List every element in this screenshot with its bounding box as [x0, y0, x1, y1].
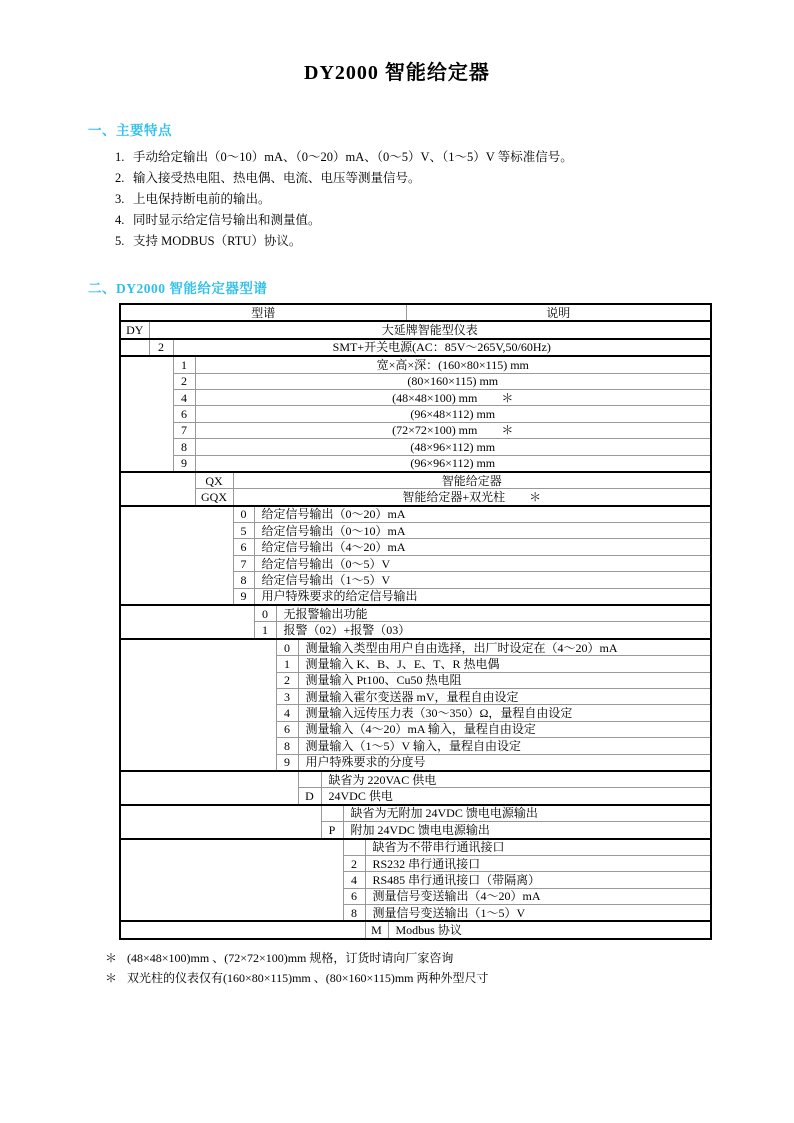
- table-row: [120, 406, 711, 422]
- table-cell-code: 4: [276, 705, 298, 721]
- list-item-text: 支持 MODBUS（RTU）协议。: [133, 234, 302, 248]
- table-row: [120, 605, 711, 622]
- table-cell-code: D: [298, 788, 321, 805]
- table-cell-code: [321, 805, 343, 822]
- table-cell-code: QX: [195, 472, 233, 489]
- header-cell-model: 型谱: [120, 304, 406, 321]
- footnote: [105, 948, 794, 968]
- table-cell-desc: 测量信号变送输出（1～5）V: [365, 905, 711, 922]
- list-item-number: 2.: [115, 171, 125, 185]
- table-cell-desc: 测量信号变送输出（4～20）mA: [365, 888, 711, 904]
- list-item: [115, 168, 794, 189]
- table-cell-spacer: [120, 605, 254, 639]
- table-cell-code: 0: [233, 506, 254, 523]
- table-cell-desc: 智能给定器: [233, 472, 711, 489]
- table-cell-desc: 大延牌智能型仪表: [149, 321, 711, 338]
- spectrum-table: [119, 303, 712, 940]
- table-row: [120, 389, 711, 405]
- table-cell-spacer: [120, 839, 343, 922]
- table-cell-code: 2: [276, 672, 298, 688]
- table-cell-code: 4: [173, 389, 195, 405]
- table-row: [120, 339, 711, 356]
- header-cell-description: 说明: [406, 304, 711, 321]
- table-cell-code: 9: [233, 588, 254, 605]
- table-cell-spacer: [120, 805, 321, 839]
- table-cell-desc: SMT+开关电源(AC：85V～265V,50/60Hz): [173, 339, 711, 356]
- table-cell-spacer: [120, 356, 173, 472]
- table-cell-code: DY: [120, 321, 149, 338]
- table-row: [120, 639, 711, 656]
- list-item: [115, 210, 794, 231]
- table-cell-code: GQX: [195, 489, 233, 506]
- list-item-number: 3.: [115, 192, 125, 206]
- table-cell-code: 3: [276, 688, 298, 704]
- table-cell-desc: 报警（02）+报警（03）: [276, 622, 711, 639]
- table-row: [120, 321, 711, 338]
- table-row: [120, 921, 711, 938]
- table-cell-desc: RS485 串行通讯接口（带隔离）: [365, 872, 711, 888]
- table-cell-code: 0: [276, 639, 298, 656]
- list-item-text: 手动给定输出（0～10）mA、（0～20）mA、（0～5）V、（1～5）V 等标准信号。: [133, 150, 573, 164]
- table-cell-desc: 用户特殊要求的给定信号输出: [254, 588, 711, 605]
- table-cell-desc: 测量输入类型由用户自由选择，出厂时设定在（4～20）mA: [298, 639, 711, 656]
- table-cell-code: M: [365, 921, 388, 938]
- list-item-text: 上电保持断电前的输出。: [133, 192, 271, 206]
- table-row: [120, 771, 711, 788]
- table-cell-desc: 用户特殊要求的分度号: [298, 754, 711, 771]
- list-item-text: 输入接受热电阻、热电偶、电流、电压等测量信号。: [133, 171, 421, 185]
- table-cell-code: 6: [173, 406, 195, 422]
- table-cell-desc: 智能给定器+双光柱 ＊: [233, 489, 711, 506]
- table-row: [120, 805, 711, 822]
- list-item: [115, 147, 794, 168]
- table-cell-desc: 测量输入 K、B、J、E、T、R 热电偶: [298, 656, 711, 672]
- table-cell-code: 9: [173, 455, 195, 472]
- table-cell-code: 1: [254, 622, 276, 639]
- footnotes: [105, 948, 794, 988]
- table-cell-spacer: [120, 921, 365, 938]
- list-item-number: 1.: [115, 150, 125, 164]
- table-cell-code: 2: [173, 373, 195, 389]
- table-cell-code: 2: [149, 339, 173, 356]
- table-cell-desc: (72×72×100) mm ＊: [195, 422, 711, 438]
- table-cell-code: 8: [276, 738, 298, 754]
- table-cell-code: 2: [343, 855, 365, 871]
- table-cell-code: 6: [233, 539, 254, 555]
- table-row: [120, 839, 711, 856]
- table-cell-code: 8: [173, 439, 195, 455]
- table-cell-spacer: [120, 639, 276, 771]
- table-cell-code: 4: [343, 872, 365, 888]
- footnote-text: (48×48×100)mm 、(72×72×100)mm 规格，订货时请向厂家咨询: [127, 950, 454, 965]
- table-header-row: [120, 304, 711, 321]
- list-item: [115, 231, 794, 252]
- table-row: [120, 506, 711, 523]
- table-row: [120, 356, 711, 373]
- table-row: [120, 439, 711, 455]
- footnote: [105, 968, 794, 988]
- table-cell-desc: 附加 24VDC 馈电电源输出: [343, 822, 711, 839]
- table-row: [120, 422, 711, 438]
- section-heading-features: 一、主要特点: [88, 123, 172, 138]
- table-cell-code: 7: [173, 422, 195, 438]
- table-row: [120, 455, 711, 472]
- table-cell-desc: RS232 串行通讯接口: [365, 855, 711, 871]
- table-cell-desc: 给定信号输出（0～5）V: [254, 555, 711, 571]
- section-heading-spectrum: 二、DY2000 智能给定器型谱: [88, 281, 268, 296]
- table-cell-desc: 缺省为无附加 24VDC 馈电电源输出: [343, 805, 711, 822]
- table-cell-code: 1: [276, 656, 298, 672]
- footnote-text: 双光柱的仪表仅有(160×80×115)mm 、(80×160×115)mm 两种外型尺寸: [127, 970, 489, 985]
- table-cell-desc: 测量输入（4～20）mA 输入，量程自由设定: [298, 721, 711, 737]
- table-cell-spacer: [120, 339, 149, 356]
- table-cell-desc: 24VDC 供电: [321, 788, 711, 805]
- table-cell-desc: (80×160×115) mm: [195, 373, 711, 389]
- table-cell-desc: (96×96×112) mm: [195, 455, 711, 472]
- table-cell-desc: 给定信号输出（0～10）mA: [254, 523, 711, 539]
- list-item-number: 4.: [115, 213, 125, 227]
- feature-list: [115, 147, 794, 252]
- table-row: [120, 489, 711, 506]
- table-cell-desc: 宽×高×深：(160×80×115) mm: [195, 356, 711, 373]
- table-cell-spacer: [120, 472, 195, 506]
- table-cell-desc: 缺省为 220VAC 供电: [321, 771, 711, 788]
- table-cell-desc: (48×96×112) mm: [195, 439, 711, 455]
- table-cell-spacer: [120, 506, 233, 605]
- spectrum-table-body: [120, 304, 711, 939]
- table-cell-desc: 给定信号输出（4～20）mA: [254, 539, 711, 555]
- table-cell-code: 9: [276, 754, 298, 771]
- table-cell-code: 1: [173, 356, 195, 373]
- list-item-number: 5.: [115, 234, 125, 248]
- table-cell-desc: 测量输入霍尔变送器 mV，量程自由设定: [298, 688, 711, 704]
- page-title: DY2000 智能给定器: [304, 62, 490, 84]
- table-cell-desc: Modbus 协议: [388, 921, 711, 938]
- table-cell-desc: 给定信号输出（0～20）mA: [254, 506, 711, 523]
- table-cell-code: 0: [254, 605, 276, 622]
- table-cell-desc: (96×48×112) mm: [195, 406, 711, 422]
- table-cell-spacer: [120, 771, 298, 805]
- table-cell-desc: 无报警输出功能: [276, 605, 711, 622]
- table-cell-code: [343, 839, 365, 856]
- list-item: [115, 189, 794, 210]
- table-row: [120, 373, 711, 389]
- table-cell-code: 7: [233, 555, 254, 571]
- table-cell-desc: 测量输入（1～5）V 输入，量程自由设定: [298, 738, 711, 754]
- table-cell-desc: 测量输入远传压力表（30～350）Ω，量程自由设定: [298, 705, 711, 721]
- table-cell-code: 8: [343, 905, 365, 922]
- spectrum-table-wrap: [119, 303, 794, 940]
- table-cell-code: 5: [233, 523, 254, 539]
- table-cell-desc: (48×48×100) mm ＊: [195, 389, 711, 405]
- table-cell-code: 6: [343, 888, 365, 904]
- asterisk-marker: ＊: [105, 970, 118, 985]
- table-cell-desc: 给定信号输出（1～5）V: [254, 572, 711, 588]
- asterisk-marker: ＊: [105, 950, 118, 965]
- table-cell-code: [298, 771, 321, 788]
- table-row: [120, 472, 711, 489]
- table-cell-desc: 缺省为不带串行通讯接口: [365, 839, 711, 856]
- table-cell-desc: 测量输入 Pt100、Cu50 热电阻: [298, 672, 711, 688]
- table-cell-code: 8: [233, 572, 254, 588]
- list-item-text: 同时显示给定信号输出和测量值。: [133, 213, 321, 227]
- table-cell-code: P: [321, 822, 343, 839]
- table-cell-code: 6: [276, 721, 298, 737]
